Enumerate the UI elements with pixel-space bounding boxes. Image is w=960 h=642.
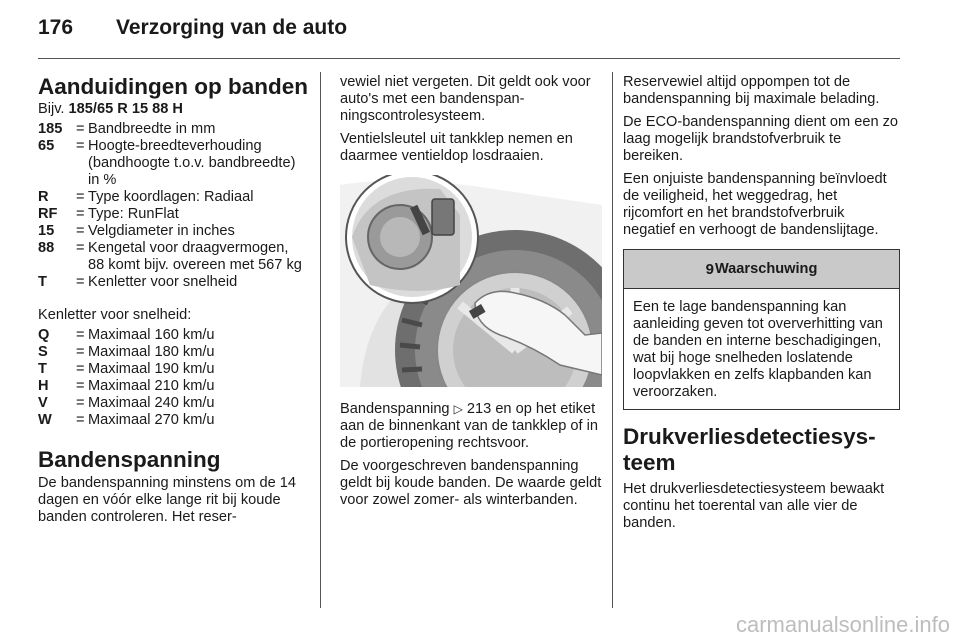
page-number: 176 [38, 16, 74, 39]
speed-code-definition: Maximaal 190 km/u [88, 361, 215, 377]
tire-code-definition: Velgdiameter in inches [88, 223, 235, 239]
tire-code-row [38, 240, 308, 274]
warning-title: Waarschuwing [714, 260, 818, 277]
tire-code-row [38, 138, 308, 189]
tire-code-definition: Kenletter voor snelheid [88, 274, 238, 290]
speed-code-key: Q [38, 327, 50, 343]
speed-code-row [38, 412, 308, 429]
col3-paragraph-4: Het drukverliesdetectiesysteem bewaakt continu het toerental van alle vier de banden. [623, 481, 885, 531]
column-2 [340, 74, 602, 515]
tire-code-key: RF [38, 206, 58, 222]
col2-paragraph-4: De voorgeschreven bandenspanning geldt bij koude banden. De waarde geldt voor zowel zomer- als winterbanden. [340, 458, 602, 508]
speed-intro: Kenletter voor snelheid: [38, 307, 192, 323]
speed-code-row [38, 327, 308, 344]
speed-code-row [38, 344, 308, 361]
col2-paragraph-1: vewiel niet vergeten. Dit geldt ook voor auto's met een bandenspanningscontrolesysteem. [340, 74, 591, 124]
speed-code-list [38, 327, 308, 429]
speed-code-key: W [38, 412, 52, 428]
tire-code-definition: Type: RunFlat [88, 206, 179, 222]
column-1 [38, 74, 308, 532]
valve-key-illustration [340, 175, 602, 387]
speed-code-definition: Maximaal 180 km/u [88, 344, 215, 360]
heading-tire-pressure: Bandenspanning [38, 447, 221, 472]
column-divider-2 [612, 72, 613, 608]
page-reference[interactable]: 213 [466, 401, 492, 417]
speed-code-definition: Maximaal 240 km/u [88, 395, 215, 411]
equals-sign: = [76, 412, 85, 428]
speed-code-row [38, 395, 308, 412]
speed-code-row [38, 361, 308, 378]
tire-code-definition: Type koordlagen: Radiaal [88, 189, 254, 205]
tire-code-key: T [38, 274, 47, 290]
equals-sign: = [76, 361, 85, 377]
col3-paragraph-1: Reservewiel altijd oppompen tot de bandenspanning bij maximale belading. [623, 74, 880, 107]
pressure-text-b: en op het etiket aan de binnenkant van de tankklep of in de portieropening rechtsvoor. [340, 401, 599, 451]
column-divider-1 [320, 72, 321, 608]
equals-sign: = [76, 138, 85, 154]
equals-sign: = [76, 327, 85, 343]
example-prefix: Bijv. [38, 101, 69, 117]
speed-code-definition: Maximaal 160 km/u [88, 327, 215, 343]
tire-code-key: 65 [38, 138, 55, 154]
equals-sign: = [76, 395, 85, 411]
equals-sign: = [76, 189, 85, 205]
equals-sign: = [76, 240, 85, 256]
reference-arrow-icon: ▷ [453, 402, 463, 416]
speed-code-key: S [38, 344, 48, 360]
column-3 [623, 74, 900, 538]
warning-header [624, 250, 899, 289]
tire-code-row [38, 189, 308, 206]
heading-tire-markings: Aanduidingen op banden [38, 74, 308, 99]
equals-sign: = [76, 206, 85, 222]
speed-code-key: H [38, 378, 49, 394]
speed-code-definition: Maximaal 210 km/u [88, 378, 215, 394]
speed-code-definition: Maximaal 270 km/u [88, 412, 215, 428]
example-code: 185/65 R 15 88 H [68, 101, 183, 117]
col3-paragraph-2: De ECO-bandenspanning dient om een zo laag mogelijk brandstofverbruik te bereiken. [623, 114, 899, 164]
tire-code-row [38, 274, 308, 291]
tire-code-key: 15 [38, 223, 55, 239]
heading-pressure-loss-detection: Drukverliesdetectiesysteem [623, 424, 876, 475]
tire-code-key: 88 [38, 240, 55, 256]
pressure-text-a: Bandenspanning [340, 401, 454, 417]
tire-code-definition: Hoogte-breedteverhouding (bandhoogte t.o.v. bandbreedte) in % [88, 138, 296, 188]
tire-code-key: R [38, 189, 49, 205]
speed-code-key: V [38, 395, 48, 411]
warning-icon: 9 [705, 260, 714, 278]
equals-sign: = [76, 274, 85, 290]
warning-box [623, 249, 900, 410]
speed-code-key: T [38, 361, 47, 377]
equals-sign: = [76, 378, 85, 394]
col2-paragraph-3 [340, 401, 602, 452]
equals-sign: = [76, 121, 85, 137]
tire-pressure-paragraph: De bandenspanning minstens om de 14 dagen en vóór elke lange rit bij koude banden controleren. Het reser- [38, 475, 296, 525]
speed-code-row [38, 378, 308, 395]
equals-sign: = [76, 223, 85, 239]
tire-valve-illustration-svg [340, 175, 602, 387]
col3-paragraph-3: Een onjuiste bandenspanning beïnvloedt de veiligheid, het weggedrag, het rijcomfort en het brandstofverbruik negatief en verhoogt de bandenslijtage. [623, 171, 887, 238]
col2-paragraph-2: Ventielsleutel uit tankklep nemen en daarmee ventieldop losdraaien. [340, 131, 573, 164]
header-rule [38, 58, 900, 59]
tire-code-list [38, 121, 308, 291]
equals-sign: = [76, 344, 85, 360]
tire-code-row [38, 206, 308, 223]
tire-code-definition: Kengetal voor draagvermogen, 88 komt bijv. overeen met 567 kg [88, 240, 302, 273]
watermark: carmanualsonline.info [735, 612, 950, 637]
page-title: Verzorging van de auto [116, 16, 348, 39]
tire-code-definition: Bandbreedte in mm [88, 121, 216, 137]
tire-code-key: 185 [38, 121, 63, 137]
example-line [38, 101, 308, 118]
warning-text: Een te lage bandenspanning kan aanleiding geven tot oververhitting van de banden en interne beschadigingen, wat bij hoge snelheden loslatende loopvlakken en zelfs klapbanden kan veroorzaken. [633, 299, 883, 400]
tire-code-row [38, 223, 308, 240]
tire-code-row [38, 121, 308, 138]
